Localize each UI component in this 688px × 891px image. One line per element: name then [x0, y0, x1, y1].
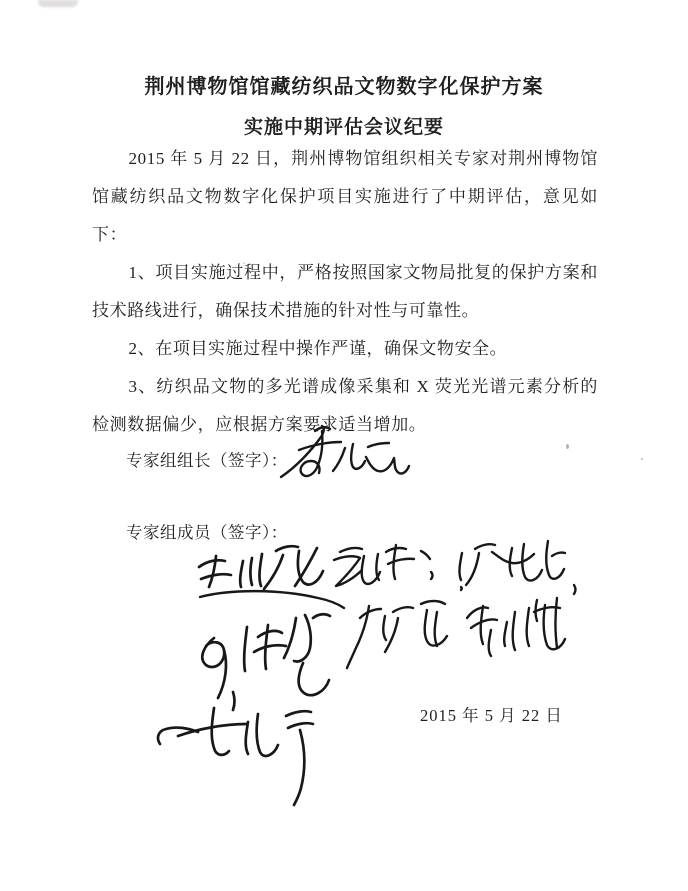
leader-signature-label: 专家组组长（签字）： [126, 451, 288, 470]
paragraph-point-2: 2、在项目实施过程中操作严谨，确保文物安全。 [128, 339, 508, 358]
signature-member-3 [459, 541, 575, 594]
signature-member-5 [347, 601, 447, 668]
scan-speck [641, 458, 643, 460]
document-body [92, 140, 598, 444]
members-signature-label: 专家组成员（签字）： [126, 523, 288, 542]
document-title-line2: 实施中期评估会议纪要 [243, 117, 444, 138]
document-title-line1: 荆州博物馆馆藏纺织品文物数字化保护方案 [144, 76, 544, 98]
paragraph-point-3: 3、纺织品文物的多光谱成像采集和 X 荧光光谱元素分析的检测数据偏少，应根据方案要求适当增加。 [92, 377, 598, 434]
signature-member-6 [467, 598, 565, 656]
signature-member-4 [202, 614, 330, 698]
signature-member-7 [158, 692, 313, 805]
signature-member-2 [334, 545, 433, 586]
paragraph-intro: 2015 年 5 月 22 日，荆州博物馆组织相关专家对荆州博物馆馆藏纺织品文物数字化保护项目实施进行了中期评估，意见如下： [92, 149, 598, 244]
scan-speck [566, 444, 569, 449]
paragraph-point-1: 1、项目实施过程中，严格按照国家文物局批复的保护方案和技术路线进行，确保技术措施的针对性与可靠性。 [92, 263, 598, 320]
scan-artifact-smudge [38, 0, 78, 7]
document-date: 2015 年 5 月 22 日 [420, 706, 563, 725]
signature-member-1 [199, 546, 344, 608]
